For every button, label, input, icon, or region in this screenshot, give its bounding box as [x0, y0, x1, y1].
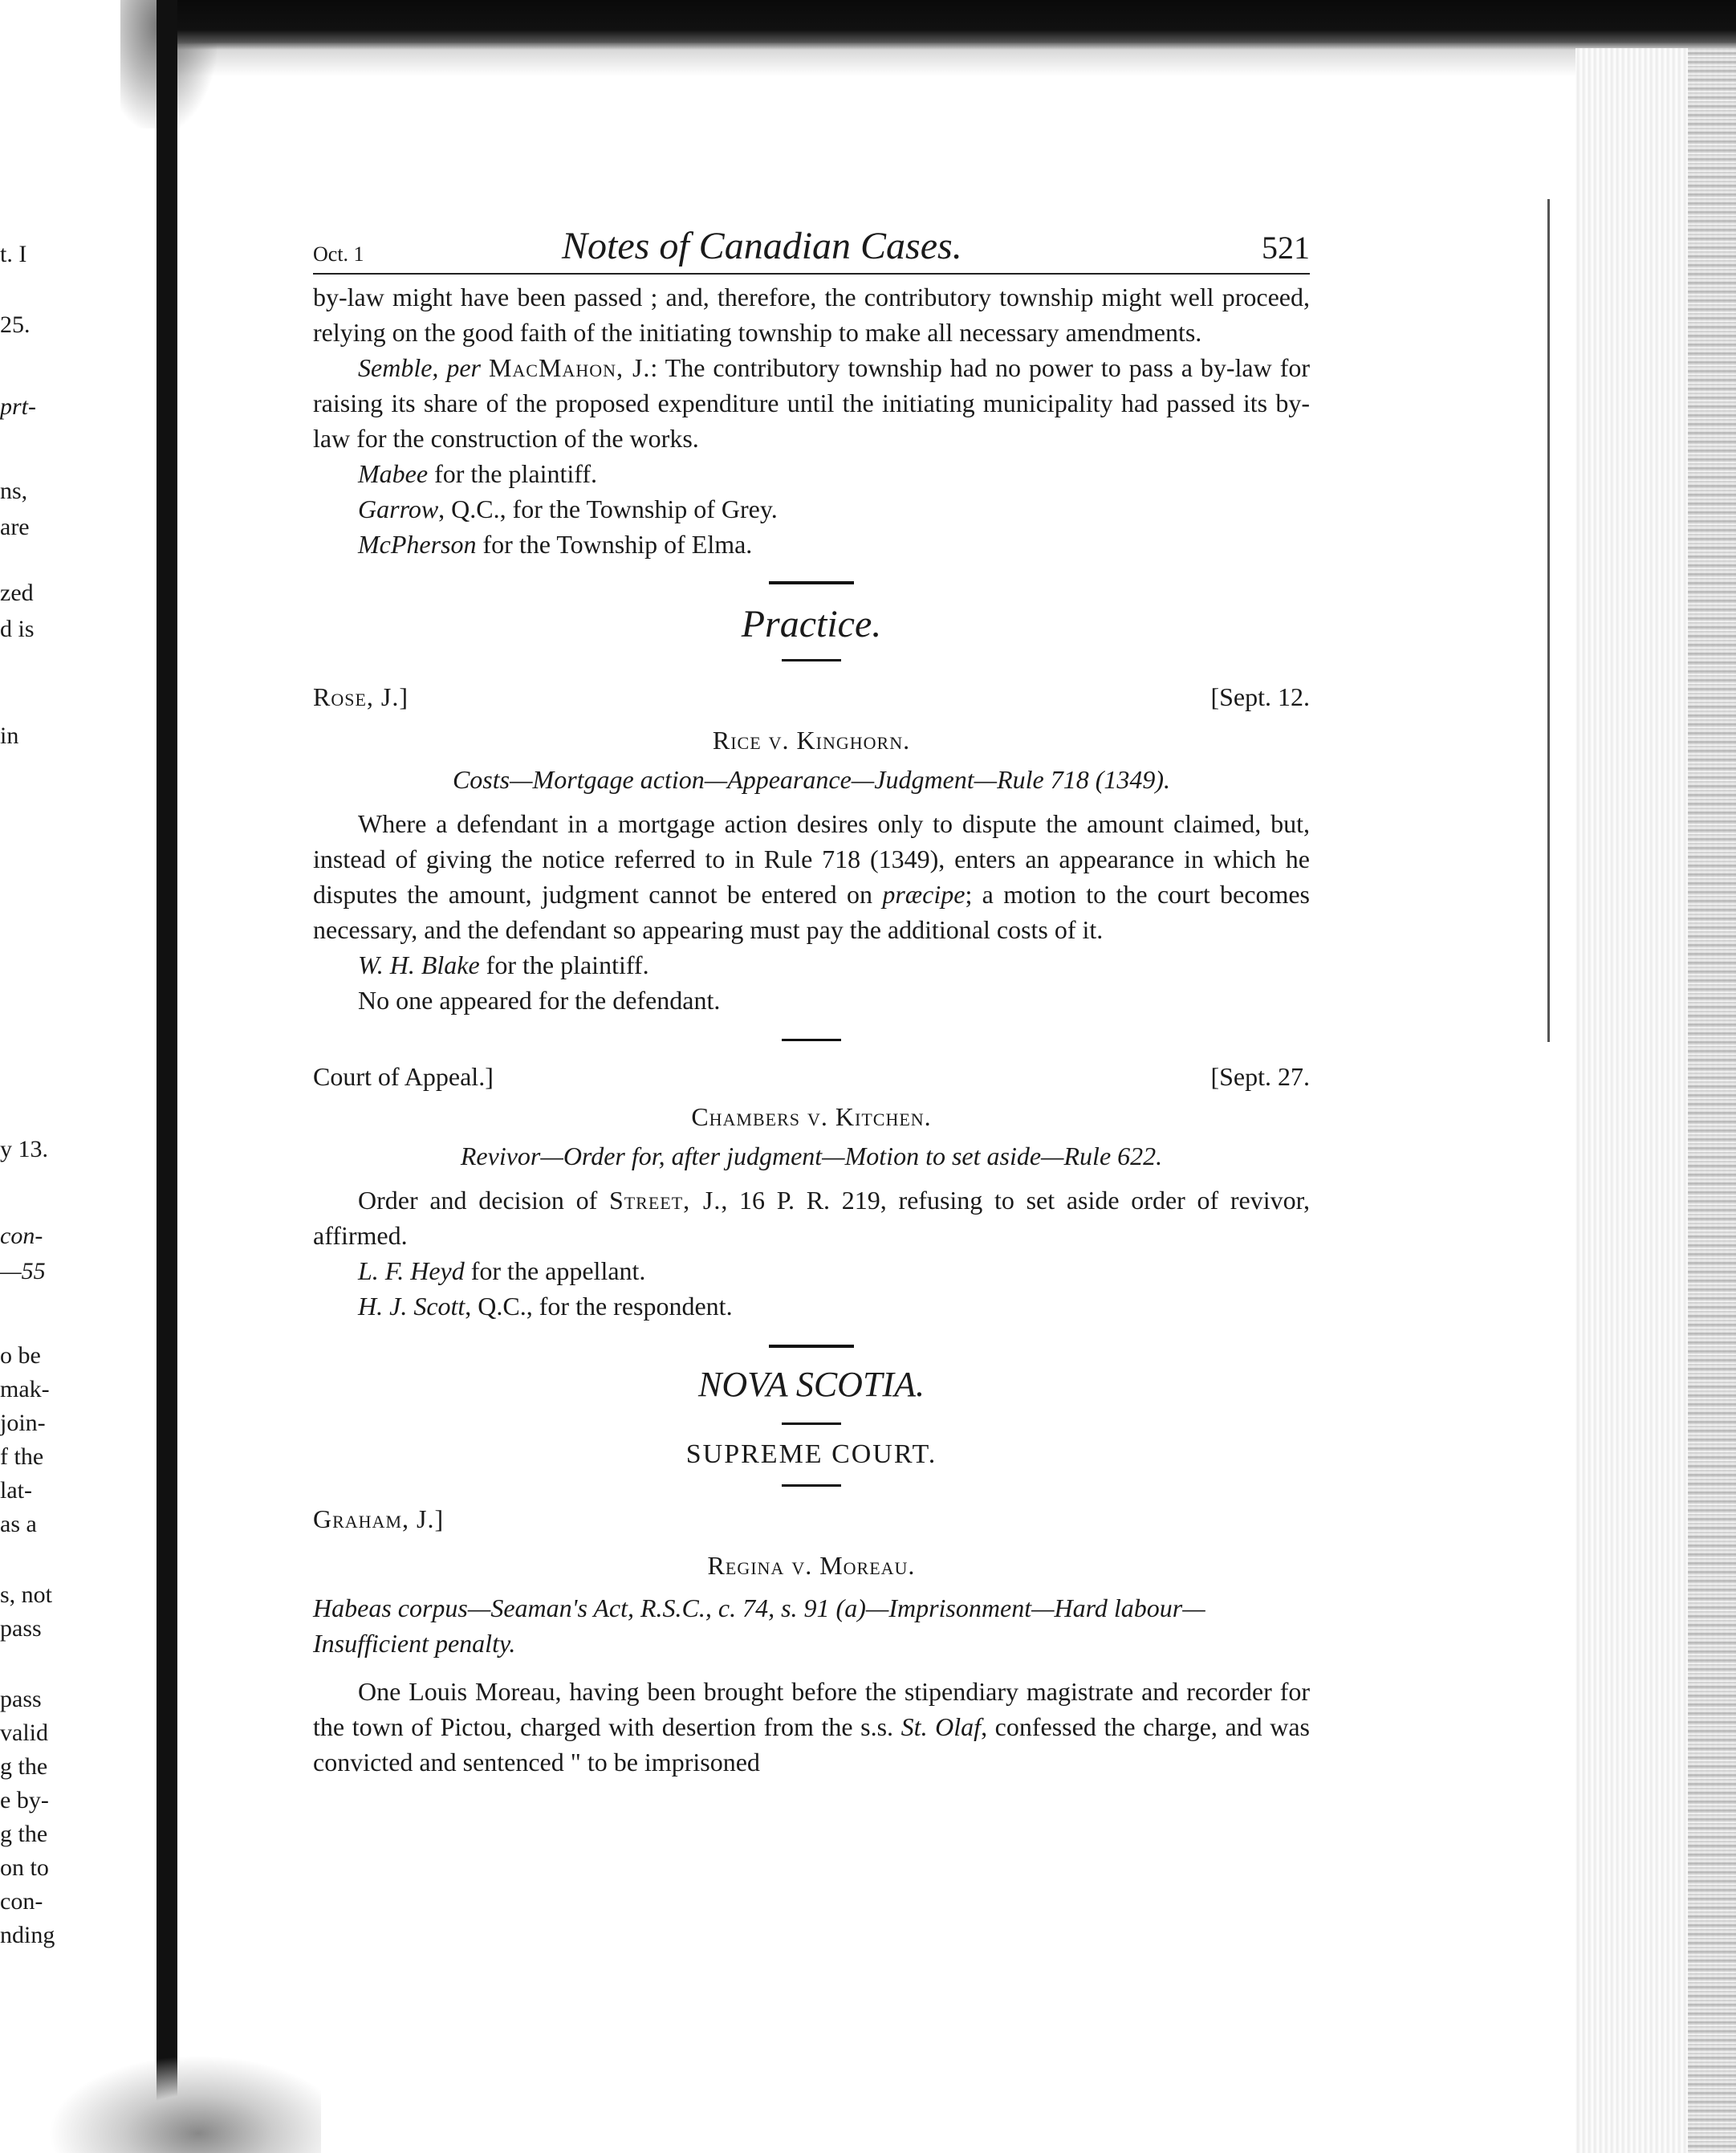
case-court: Graham, J.] [313, 1504, 445, 1533]
left-page-fragment [0, 0, 157, 2153]
paragraph-text: One Louis Moreau, having been brought before the stipendiary magistrate and recorder for the town of Pictou, charged with desertion from the s.s. [313, 1677, 1310, 1741]
counsel-name: Mabee [358, 459, 429, 488]
counsel-role: , Q.C., for the respondent. [465, 1292, 733, 1321]
margin-text: f the [0, 1443, 44, 1470]
margin-text: g the [0, 1753, 48, 1780]
margin-text: o be [0, 1342, 41, 1369]
italic-text: Semble, per [358, 353, 482, 382]
counsel-role: , Q.C., for the Township of Grey. [438, 494, 778, 523]
case-meta [313, 1504, 1310, 1540]
case-meta [313, 1062, 1310, 1097]
book-spine-shadow [157, 0, 177, 2153]
margin-text: ns, [0, 478, 28, 504]
counsel-name: W. H. Blake [358, 950, 480, 979]
margin-text: prt- [0, 393, 36, 420]
italic-text: St. Olaf [901, 1712, 982, 1741]
paragraph [313, 1674, 1310, 1780]
counsel-line [313, 1288, 1310, 1324]
paragraph-text: , confessed the charge, and was convicted and sentenced " to be imprisoned [313, 1712, 1311, 1777]
margin-text: —55 [0, 1258, 46, 1284]
paragraph [313, 1182, 1310, 1253]
counsel-name: Garrow [358, 494, 439, 523]
section-heading: Practice. [741, 603, 882, 645]
scan-top-fade [177, 44, 1736, 76]
case-title: Regina v. Moreau. [707, 1551, 916, 1580]
judge-name: MacMahon, J. [488, 353, 651, 382]
margin-text: valid [0, 1720, 48, 1746]
paragraph-text: : The contributory township had no power to pass a by-law for raising its share of the proposed expenditure until the initiating municipality had passed its by-law for the construction of the works. [313, 353, 1311, 453]
scan-right-line [1547, 199, 1550, 1042]
document-page [313, 217, 1310, 1780]
margin-text: in [0, 722, 19, 749]
paragraph-text: Where a defendant in a mortgage action desires only to dispute the amount claimed, but, instead of giving the notice referred to in Rule 718 (1349), enters an appearance in which he disputes the amount, judgment cannot be entered on [313, 809, 1310, 909]
margin-text: g the [0, 1821, 48, 1847]
counsel-role: for the plaintiff. [479, 950, 649, 979]
margin-text: y 13. [0, 1136, 48, 1162]
italic-text: præcipe [882, 880, 966, 909]
paragraph-text: ; a motion to the court becomes necessary, and the defendant so appearing must pay the additional costs of it. [313, 880, 1311, 944]
paragraph [313, 806, 1310, 947]
margin-text: e by- [0, 1787, 49, 1813]
counsel-role: for the Township of Elma. [476, 530, 753, 559]
case-court: Rose, J.] [313, 682, 409, 711]
margin-text: as a [0, 1511, 37, 1537]
counsel-line [313, 456, 1310, 491]
margin-text: con- [0, 1223, 43, 1249]
margin-text: are [0, 514, 30, 540]
section-heading: NOVA SCOTIA. [698, 1365, 925, 1404]
header-date: Oct. 1 [313, 242, 364, 266]
counsel-line [313, 1253, 1310, 1288]
counsel-name: H. J. Scott [358, 1292, 466, 1321]
paragraph: by-law might have been passed ; and, therefore, the contributory township might well proceed, relying on the good faith of the initiating township to make all necessary amendments. [313, 283, 1310, 347]
case-date: [Sept. 12. [1210, 682, 1310, 711]
paragraph-text: , 16 P. R. 219, refusing to set aside order of revivor, affirmed. [313, 1186, 1310, 1250]
margin-text: on to [0, 1854, 49, 1881]
margin-text: pass [0, 1615, 42, 1642]
counsel-line [313, 527, 1310, 562]
margin-text: d is [0, 616, 35, 642]
case-headnote: Revivor—Order for, after judgment—Motion to set aside—Rule 622. [460, 1142, 1163, 1170]
case-meta [313, 682, 1310, 718]
counsel-role: No one appeared for the defendant. [358, 986, 721, 1015]
margin-text: s, not [0, 1581, 53, 1608]
case-headnote: Costs—Mortgage action—Appearance—Judgment—Rule 718 (1349). [452, 765, 1171, 794]
margin-text: pass [0, 1686, 42, 1712]
margin-text: t. I [0, 241, 27, 267]
margin-text: con- [0, 1888, 43, 1915]
paragraph-text: Order and decision of [358, 1186, 598, 1215]
case-title: Chambers v. Kitchen. [691, 1102, 932, 1131]
counsel-name: McPherson [358, 530, 477, 559]
page-number: 521 [1262, 230, 1310, 266]
running-header [313, 217, 1310, 275]
margin-text: lat- [0, 1477, 32, 1504]
margin-text: zed [0, 580, 34, 606]
scan-right-edge [1575, 48, 1736, 2153]
court-heading: SUPREME COURT. [685, 1439, 937, 1469]
judge-name: Street, J. [608, 1186, 722, 1215]
margin-text: 25. [0, 311, 30, 338]
counsel-line [313, 947, 1310, 983]
margin-text: nding [0, 1922, 55, 1948]
case-title: Rice v. Kinghorn. [712, 726, 911, 755]
counsel-line [313, 983, 1310, 1018]
scan-top-edge [177, 0, 1736, 50]
counsel-role: for the appellant. [464, 1256, 646, 1285]
case-headnote: Habeas corpus—Seaman's Act, R.S.C., c. 74, s. 91 (a)—Imprisonment—Hard labour—Insufficient penalty. [313, 1593, 1205, 1658]
header-title: Notes of Canadian Cases. [562, 225, 962, 267]
counsel-name: L. F. Heyd [358, 1256, 465, 1285]
counsel-line [313, 491, 1310, 527]
counsel-role: for the plaintiff. [428, 459, 597, 488]
margin-text: mak- [0, 1376, 50, 1402]
case-court: Court of Appeal.] [313, 1062, 494, 1091]
margin-text: join- [0, 1410, 46, 1436]
paragraph [313, 350, 1310, 456]
case-date: [Sept. 27. [1210, 1062, 1310, 1091]
